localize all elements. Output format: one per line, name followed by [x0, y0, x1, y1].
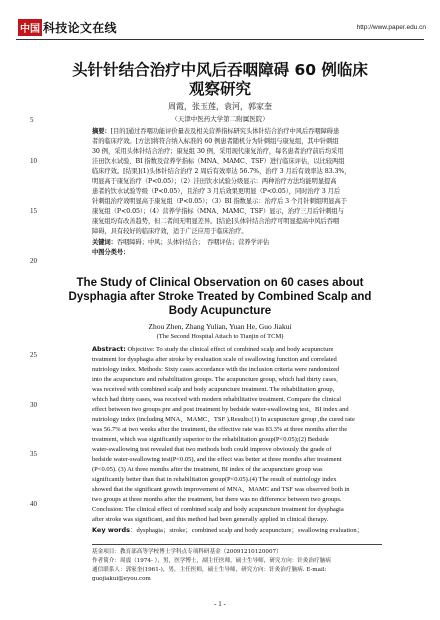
- abstract-en-line: two groups at three months after the treatment, but there was no difference between two groups.: [92, 496, 342, 503]
- abstract-zh-label: 摘要：: [92, 128, 111, 135]
- abstract-en-line: Abstract: Objective: To study the clinical effect of combined scalp and body acupuncture: [92, 345, 334, 353]
- line-number: 20: [30, 257, 37, 265]
- line-number: 25: [30, 351, 37, 359]
- line-number: 10: [30, 157, 37, 165]
- authors-en: Zhou Zhen, Zhang Yulian, Yuan He, Guo Jiakui: [148, 322, 292, 331]
- affiliation-zh: （天津中医药大学第二附属医院）: [171, 115, 269, 123]
- footnote-funding: 基金项目：教育部高等学校博士学科点专项科研基金（20091210120007）: [92, 549, 282, 555]
- abstract-en-line: (P<0.05). (3) At three months after the treatment, BI index of the acupuncture group was: [92, 466, 323, 473]
- line-number: 15: [30, 207, 37, 215]
- abstract-en-line: water-swallowing test revealed that two methods both could improve obviously the grade of: [92, 446, 332, 453]
- abstract-en-line: showed that the significant growth improvement of MNA、MAMC and TSF was observed both in: [92, 486, 350, 493]
- footnote-contact: 通信联系人：郭家奎(1961-)，男，主任医师，硕士生导师，研究方向：针灸治疗脑病. E-mail:: [92, 567, 327, 573]
- line-number: 35: [30, 450, 37, 458]
- abstract-en-line: bedside water-swallowing test(P<0.05), and the effect was better at three months after treatment: [92, 456, 342, 463]
- line-number: 5: [30, 116, 34, 124]
- abstract-zh-line: 康复组均有改善趋势，但二者间无明显差异。[结论]头体针结合治疗可明显提高中风后吞咽: [92, 218, 340, 225]
- logo-mark: 中国: [18, 19, 42, 36]
- abstract-zh-line: 康复组（P<0.05）；（4）营养学指标（MNA、MAMC、TSF）显示，治疗三月后针刺组与: [92, 208, 344, 215]
- abstract-en-label: Abstract:: [92, 345, 126, 353]
- abstract-en-line: treatment for dysphagia after stroke by evaluation scale of swallowing function and correlated: [92, 356, 337, 363]
- footnote-rule: [92, 544, 382, 545]
- abstract-en-line: significantly better than that in rehabilitation group(P<0.05).(4) The result of nutriology index: [92, 476, 337, 483]
- affiliation-en: (The Second Hospital Attach to Tianjin of TCM): [156, 333, 284, 340]
- keywords-en-label: Key words: [92, 526, 131, 534]
- abstract-zh-line: 患者的饮水试验等级（P<0.05），且治疗 3 月后效果更明显（P<0.05），同时治疗 3 月后: [92, 188, 341, 195]
- title-zh-line: 观察研究: [188, 80, 251, 98]
- abstract-en-line: treatment, which was significantly superior to the rehabilitation group(P<0.05);(2) Bedside: [92, 436, 329, 443]
- site-logo: [18, 18, 117, 36]
- title-zh-line: 头针针结合治疗中风后吞咽障碍 60 例临床: [72, 61, 368, 79]
- abstract-en-line: into the acupuncture and rehabilitation groups. The acupuncture group, which had thirty cases,: [92, 376, 338, 383]
- abstract-en-line: nutriology index (including MNA、MAMC、TSF ).Results:(1) In acupuncture group ,the cured rate: [92, 416, 355, 423]
- abstract-zh-line: 临床疗效。[结果](1)头体针结合治疗 2 周后有效率达 56.7%，治疗 3 月后有效率达 83.3%，: [92, 168, 351, 175]
- abstract-zh-line: 摘要：[目的]通过吞咽功能评价量表及相关营养指标研究头体针结合治疗中风后吞咽障碍患: [92, 128, 340, 135]
- keywords-zh: 关键词：吞咽障碍；中风；头体针结合； 吞咽评估；营养学评估: [92, 239, 270, 246]
- abstract-zh-line: 30 例，采用头体针结合治疗；康复组 30 例，采用现代康复治疗，每名患者治疗前后均采用: [92, 148, 344, 155]
- abstract-en-line: was 56.7% at two weeks after the treatment, the effective rate was 83.3% at three months after the: [92, 426, 348, 433]
- abstract-zh-line: 针刺组治疗效明显高于康复组（P<0.05）；（3）BI 指数显示：治疗后 3 个月针刺组明显高于: [92, 198, 347, 205]
- abstract-en-line: which had thirty cases, was received with modern rehabilitative treatment. Compare the clinical: [92, 396, 342, 403]
- abstract-en-line: nutriology index. Methods: Sixty cases accordance with the inclusion criteria were randomized: [92, 366, 340, 373]
- abstract-en-line: after stroke was significant, and this method had been generally applied in clinical therapy.: [92, 516, 329, 523]
- keywords-en: Key words：dysphagia；stroke；combined scalp and body acupuncture；swallowing evaluation；: [92, 526, 364, 534]
- footnote-email: guojiakui@eyou.com: [92, 576, 151, 582]
- title-en-line: Body Acupuncture: [168, 305, 272, 317]
- site-url: http://www.paper.edu.cn: [356, 24, 426, 31]
- clc-zh: [92, 248, 382, 258]
- line-number: 30: [30, 401, 37, 409]
- authors-zh: 周霞，张玉莲，袁河，郭家奎: [168, 102, 272, 111]
- keywords-zh-label: 关键词：: [92, 239, 117, 246]
- logo-text: 科技论文在线: [43, 20, 117, 35]
- clc-zh-label: 中图分类号：: [92, 249, 130, 256]
- abstract-en-line: was received with combined scalp and body acupuncture treatment. The rehabilitation group,: [92, 386, 335, 393]
- abstract-en-line: effect between two groups pre and post treatment by bedside water-swallowing test、BI index and: [92, 406, 349, 413]
- abstract-zh-line: 障碍，具有较好的临床疗效，适于广泛应用于临床治疗。: [92, 228, 248, 235]
- abstract-zh-line: 者的临床疗效。[方法]将符合纳入标准的 60 例患者随机分为针刺组与康复组，其中针刺组: [92, 138, 339, 145]
- page-number: - 1 -: [214, 600, 226, 608]
- line-number: 40: [30, 500, 37, 508]
- abstract-zh-line: 明显高于康复治疗（P<0.05）；（2）洼田饮水试验分级显示：两种治疗方法均能明显提高: [92, 178, 337, 185]
- footnote-author-bio: 作者简介：周震（1974- ），男，医学博士，副主任医师，硕士生导师，研究方向：针灸治疗脑病: [92, 558, 331, 564]
- header-rule: [16, 39, 424, 40]
- abstract-en-line: Conclusion: The clinical effect of combined scalp and body acupuncture treatment for dysphagia: [92, 506, 344, 513]
- title-en-line: Dysphagia after Stroke Treated by Combined Scalp and: [68, 291, 372, 303]
- title-en-line: The Study of Clinical Observation on 60 cases about: [76, 277, 364, 289]
- abstract-zh-line: 洼田饮水试验、BI 指数及营养学指标（MNA、MAMC、TSF）进行临床评估，以比较两组: [92, 158, 345, 165]
